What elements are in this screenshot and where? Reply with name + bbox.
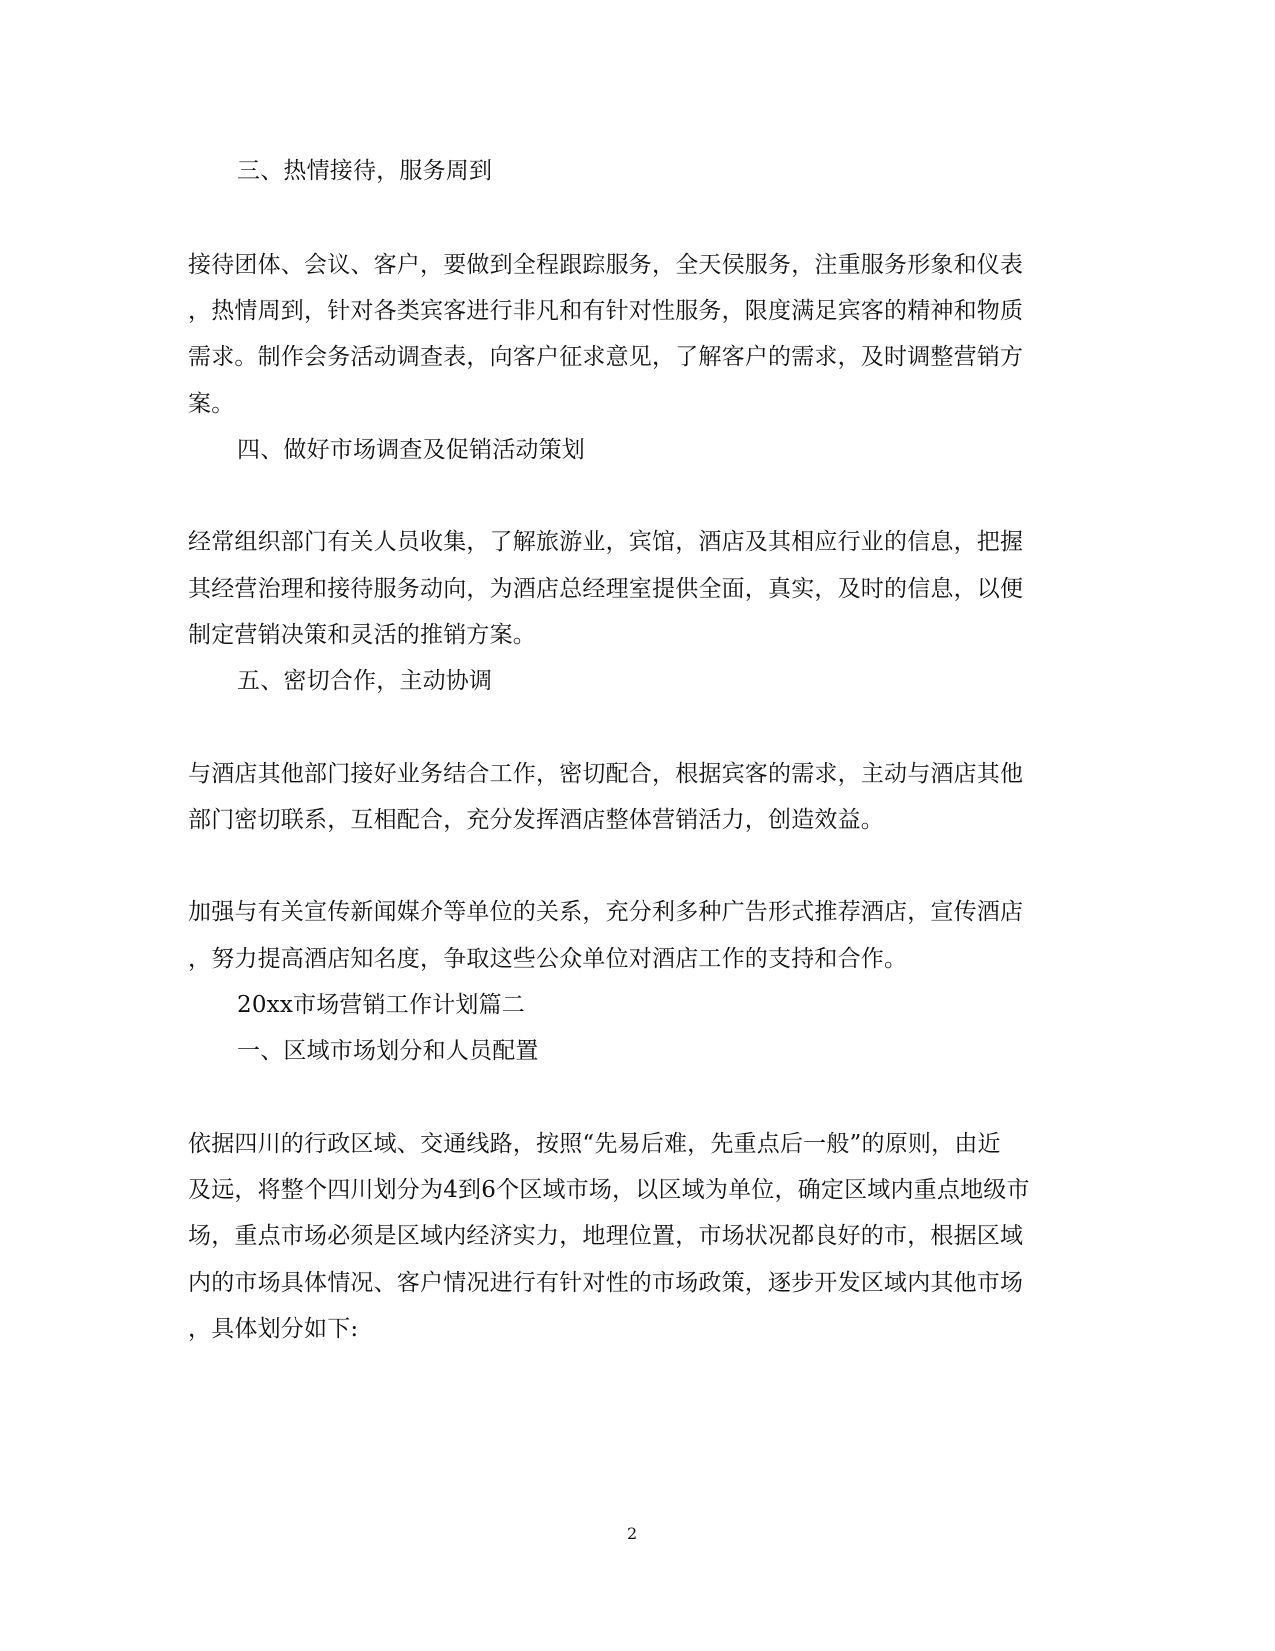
heading-section-3: 三、热情接待，服务周到 xyxy=(237,158,493,184)
paragraph-line: 依据四川的行政区域、交通线路，按照“先易后难，先重点后一般”的原则，由近 xyxy=(188,1131,1001,1157)
paragraph-line: 及远，将整个四川划分为4到6个区域市场，以区域为单位，确定区域内重点地级市 xyxy=(188,1177,1030,1203)
paragraph-line: 制定营销决策和灵活的推销方案。 xyxy=(188,622,536,648)
paragraph-line: 接待团体、会议、客户，要做到全程跟踪服务，全天侯服务，注重服务形象和仪表 xyxy=(188,252,1024,278)
paragraph-line: 部门密切联系，互相配合，充分发挥酒店整体营销活力，创造效益。 xyxy=(188,807,884,833)
section-title: 20xx市场营销工作计划篇二 xyxy=(237,992,526,1018)
heading-section-5: 五、密切合作，主动协调 xyxy=(237,668,493,694)
paragraph-line: 加强与有关宣传新闻媒介等单位的关系，充分利多种广告形式推荐酒店，宣传酒店 xyxy=(188,899,1024,925)
paragraph-line: 场，重点市场必须是区域内经济实力，地理位置，市场状况都良好的市，根据区域 xyxy=(188,1223,1024,1249)
paragraph-line: 经常组织部门有关人员收集，了解旅游业，宾馆，酒店及其相应行业的信息，把握 xyxy=(188,529,1024,555)
page-number: 2 xyxy=(627,1524,638,1543)
paragraph-line: 内的市场具体情况、客户情况进行有针对性的市场政策，逐步开发区域内其他市场 xyxy=(188,1270,1024,1296)
heading-section-4: 四、做好市场调查及促销活动策划 xyxy=(237,437,585,463)
paragraph-line: ，具体划分如下: xyxy=(188,1316,359,1342)
heading-section-1b: 一、区域市场划分和人员配置 xyxy=(237,1038,539,1064)
paragraph-line: 需求。制作会务活动调查表，向客户征求意见，了解客户的需求，及时调整营销方 xyxy=(188,344,1024,370)
paragraph-line: ，努力提高酒店知名度，争取这些公众单位对酒店工作的支持和合作。 xyxy=(188,946,908,972)
paragraph-line: 其经营治理和接待服务动向，为酒店总经理室提供全面，真实，及时的信息，以便 xyxy=(188,576,1024,602)
paragraph-line: ，热情周到，针对各类宾客进行非凡和有针对性服务，限度满足宾客的精神和物质 xyxy=(188,298,1024,324)
paragraph-line: 案。 xyxy=(188,391,235,417)
paragraph-line: 与酒店其他部门接好业务结合工作，密切配合，根据宾客的需求，主动与酒店其他 xyxy=(188,761,1024,787)
